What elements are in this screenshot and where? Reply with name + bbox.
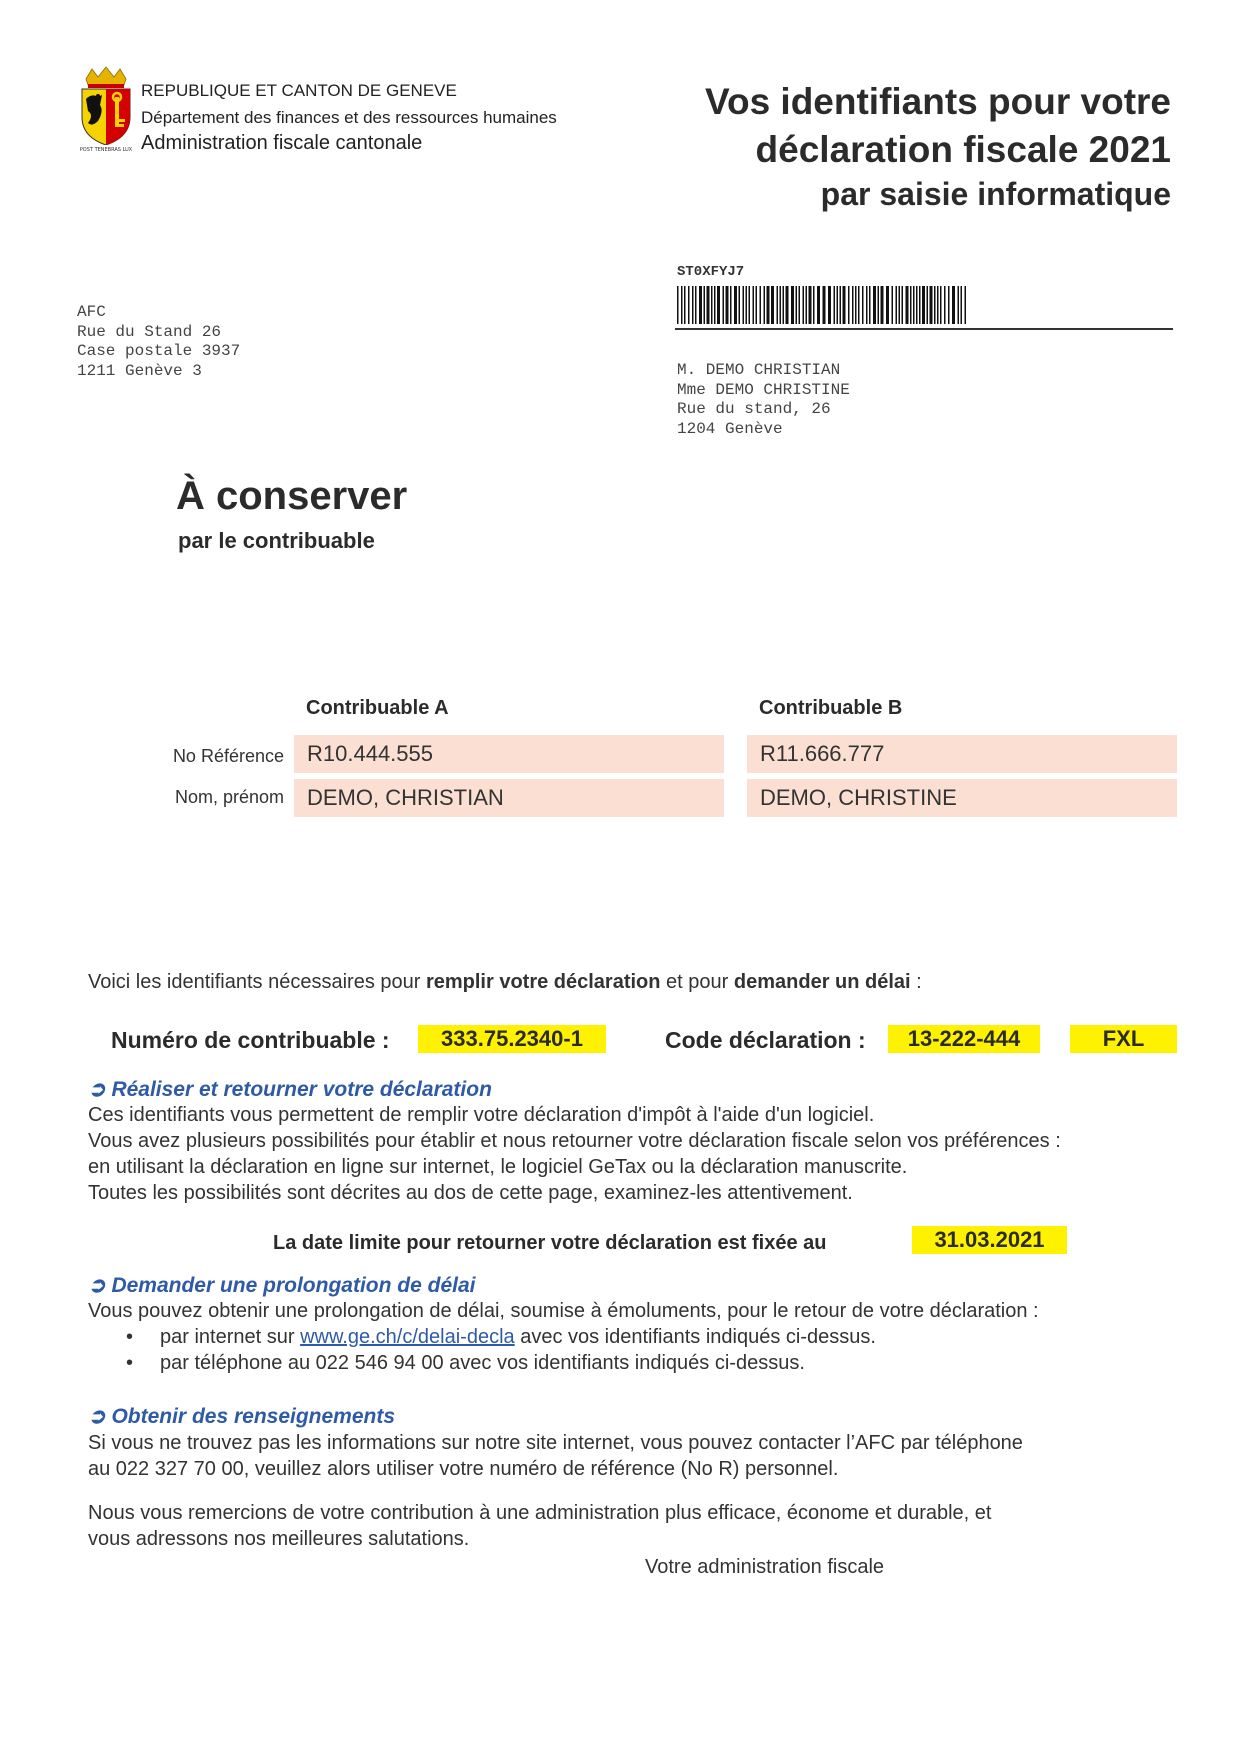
declaration-code-value: 13-222-444	[888, 1025, 1040, 1053]
section-info-title: ➲ Obtenir des renseignements	[88, 1405, 396, 1428]
declaration-code-suffix: FXL	[1070, 1025, 1177, 1053]
closing-p1: Nous vous remercions de votre contribution à une administration plus efficace, économe et durable, et	[88, 1502, 992, 1524]
column-header-b: Contribuable B	[759, 697, 903, 719]
org-department: Département des finances et des ressources humaines	[141, 108, 557, 127]
taxpayer-number-value: 333.75.2340-1	[418, 1025, 606, 1053]
bullet-phone: •	[126, 1352, 134, 1374]
section-extension-p1: Vous pouvez obtenir une prolongation de délai, soumise à émoluments, pour le retour de votre déclaration :	[88, 1300, 1039, 1322]
section-submit-title: ➲ Réaliser et retourner votre déclaration	[88, 1078, 492, 1101]
extension-phone: par téléphone au 022 546 94 00 avec vos identifiants indiqués ci-dessus.	[160, 1352, 805, 1374]
org-republic: REPUBLIQUE ET CANTON DE GENEVE	[141, 81, 457, 100]
deadline-value: 31.03.2021	[912, 1226, 1067, 1254]
name-b: DEMO, CHRISTINE	[747, 779, 1177, 817]
label-name: Nom, prénom	[174, 787, 284, 807]
extension-internet: par internet sur www.ge.ch/c/delai-decla avec vos identifiants indiqués ci-dessus.	[160, 1326, 876, 1348]
bullet-internet: •	[126, 1326, 134, 1348]
reference-b: R11.666.777	[747, 735, 1177, 773]
section-submit-p4: Toutes les possibilités sont décrites au dos de cette page, examinez-les attentivement.	[88, 1182, 853, 1204]
intro-text: Voici les identifiants nécessaires pour remplir votre déclaration et pour demander un délai :	[88, 971, 922, 993]
signature: Votre administration fiscale	[645, 1556, 885, 1578]
keep-subtitle: par le contribuable	[178, 528, 375, 553]
extension-link[interactable]: www.ge.ch/c/delai-decla	[300, 1326, 515, 1348]
crest-motto: POST TENEBRAS LUX	[79, 147, 133, 153]
taxpayer-number-label: Numéro de contribuable :	[111, 1027, 390, 1053]
section-info-p1: Si vous ne trouvez pas les informations sur notre site internet, vous pouvez contacter l’AFC par téléphone	[88, 1432, 1023, 1454]
section-submit-p3: en utilisant la déclaration en ligne sur internet, le logiciel GeTax ou la déclaration manuscrite.	[88, 1156, 908, 1178]
title-line-3: par saisie informatique	[820, 176, 1171, 212]
arrow-right-icon: ➲	[88, 1274, 112, 1297]
geneva-crest-logo	[76, 65, 136, 153]
reference-a: R10.444.555	[294, 735, 724, 773]
section-extension-title: ➲ Demander une prolongation de délai	[88, 1274, 476, 1297]
closing-p2: vous adressons nos meilleures salutations.	[88, 1528, 470, 1550]
barcode-code: ST0XFYJ7	[677, 264, 745, 280]
title-line-2: déclaration fiscale 2021	[755, 129, 1171, 170]
org-administration: Administration fiscale cantonale	[141, 132, 423, 154]
column-header-a: Contribuable A	[306, 697, 449, 719]
recipient-address: M. DEMO CHRISTIAN Mme DEMO CHRISTINE Rue du stand, 26 1204 Genève	[677, 361, 850, 438]
title-line-1: Vos identifiants pour votre	[705, 81, 1171, 122]
sender-address: AFC Rue du Stand 26 Case postale 3937 1211 Genève 3	[77, 303, 241, 380]
arrow-right-icon: ➲	[88, 1405, 112, 1428]
document-title	[705, 78, 1171, 214]
section-submit-p1: Ces identifiants vous permettent de remplir votre déclaration d'impôt à l'aide d'un logiciel.	[88, 1104, 875, 1126]
arrow-right-icon: ➲	[88, 1078, 112, 1101]
label-reference: No Référence	[172, 746, 284, 766]
section-submit-p2: Vous avez plusieurs possibilités pour établir et nous retourner votre déclaration fiscale selon vos préférences :	[88, 1130, 1061, 1152]
address-divider	[675, 328, 1173, 330]
name-a: DEMO, CHRISTIAN	[294, 779, 724, 817]
section-info-p2: au 022 327 70 00, veuillez alors utiliser votre numéro de référence (No R) personnel.	[88, 1458, 839, 1480]
barcode-image	[677, 286, 967, 324]
keep-title: À conserver	[176, 474, 408, 518]
deadline-label: La date limite pour retourner votre déclaration est fixée au	[273, 1232, 827, 1254]
declaration-code-label: Code déclaration :	[665, 1027, 866, 1053]
